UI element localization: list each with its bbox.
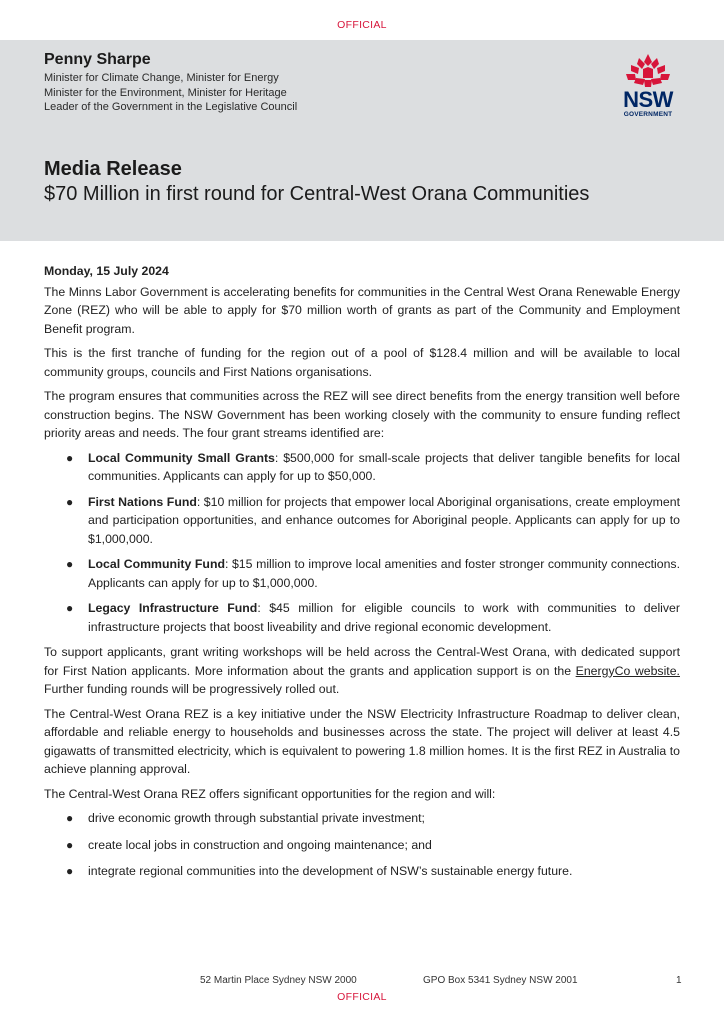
minister-role: Minister for Climate Change, Minister for Energy <box>44 72 279 84</box>
release-body <box>44 262 680 889</box>
classification-top: OFFICIAL <box>337 19 387 31</box>
stream-name: Local Community Small Grants <box>88 450 275 465</box>
paragraph: The Minns Labor Government is accelerating benefits for communities in the Central West Orana Renewable Energy Zone (REZ) who will be able to apply for $70 million worth of grants as part of the Community and Employment Benefit program. <box>44 284 680 336</box>
list-item <box>44 599 680 636</box>
page-number: 1 <box>676 975 682 986</box>
stream-name: Local Community Fund <box>88 557 225 571</box>
list-item: ● create local jobs in construction and ongoing maintenance; and <box>44 836 680 855</box>
paragraph: The Central-West Orana REZ is a key initiative under the NSW Electricity Infrastructure Roadmap to deliver clean, affordable and reliable energy to households and businesses across the state. The project will deliver at least 4.5 gigawatts of transmitted electricity, which is equivalent to powering 1.8 million homes. It is the first REZ in Australia to achieve planning approval. <box>44 706 680 776</box>
minister-role: Leader of the Government in the Legislative Council <box>44 101 298 113</box>
header-band <box>0 40 724 241</box>
bullet-icon: ● <box>66 601 74 615</box>
paragraph: The program ensures that communities across the REZ will see direct benefits from the energy transition well before construction begins. The NSW Government has been working closely with the community to ensure funding reflect priority areas and needs. The four grant streams identified are: <box>44 389 680 440</box>
footer-address-postal: GPO Box 5341 Sydney NSW 2001 <box>423 975 578 986</box>
stream-text: : $10 million for projects that empower local Aboriginal organisations, create employment and participation opportunities, and enhance outcomes for Aboriginal people. Applicants can apply for up to $1,000,000. <box>88 494 681 546</box>
stream-text: : $500,000 for small-scale projects that deliver tangible benefits for local communities. Applicants can apply for up to $50,000. <box>88 450 680 483</box>
paragraph: The Central-West Orana REZ offers significant opportunities for the region and will: <box>44 786 496 801</box>
stream-name: Legacy Infrastructure Fund <box>88 601 258 615</box>
stream-text: : $45 million for eligible councils to work with communities to deliver infrastructure projects that boost liveability and drive regional economic development. <box>88 601 680 634</box>
bullet-icon: ● <box>66 557 74 571</box>
minister-name: Penny Sharpe <box>44 51 151 68</box>
energyco-website-link[interactable]: EnergyCo website. <box>575 663 680 678</box>
footer-address-street: 52 Martin Place Sydney NSW 2000 <box>200 975 357 986</box>
release-type: Media Release <box>44 158 182 180</box>
paragraph: To support applicants, grant writing workshops will be held across the Central-West Orana, with dedicated support for First Nation applicants. More information about the grants and application support is on the EnergyCo website. Further funding rounds will be progressively rolled out. <box>44 645 680 696</box>
bullet-icon: ● <box>66 811 74 825</box>
paragraph: This is the first tranche of funding for the region out of a pool of $128.4 million and will be available to local community groups, councils and First Nations organisations. <box>44 346 680 379</box>
opportunities-list <box>44 809 680 881</box>
minister-roles <box>44 71 297 115</box>
nsw-government-label: GOVERNMENT <box>623 111 673 118</box>
bullet-icon: ● <box>66 864 74 878</box>
stream-name: First Nations Fund <box>88 494 197 509</box>
list-item: ● integrate regional communities into the development of NSW’s sustainable energy future. <box>44 862 680 881</box>
nsw-government-logo <box>612 52 684 122</box>
list-item <box>44 493 680 549</box>
list-item: ● drive economic growth through substantial private investment; <box>44 809 680 828</box>
classification-bottom: OFFICIAL <box>337 991 387 1003</box>
list-item <box>44 555 680 592</box>
waratah-icon <box>612 52 684 92</box>
bullet-icon: ● <box>66 837 74 852</box>
bullet-icon: ● <box>66 494 74 509</box>
stream-text: : $15 million to improve local amenities and foster stronger community connections. Applicants can apply for up to $1,000,000. <box>88 557 680 590</box>
minister-role: Minister for the Environment, Minister for Heritage <box>44 86 287 99</box>
grant-streams-list <box>44 449 680 637</box>
nsw-wordmark: NSW <box>623 87 673 112</box>
release-date: Monday, 15 July 2024 <box>44 264 169 278</box>
bullet-icon: ● <box>66 450 74 465</box>
release-title: $70 Million in first round for Central-West Orana Communities <box>44 183 590 205</box>
list-item <box>44 449 680 486</box>
